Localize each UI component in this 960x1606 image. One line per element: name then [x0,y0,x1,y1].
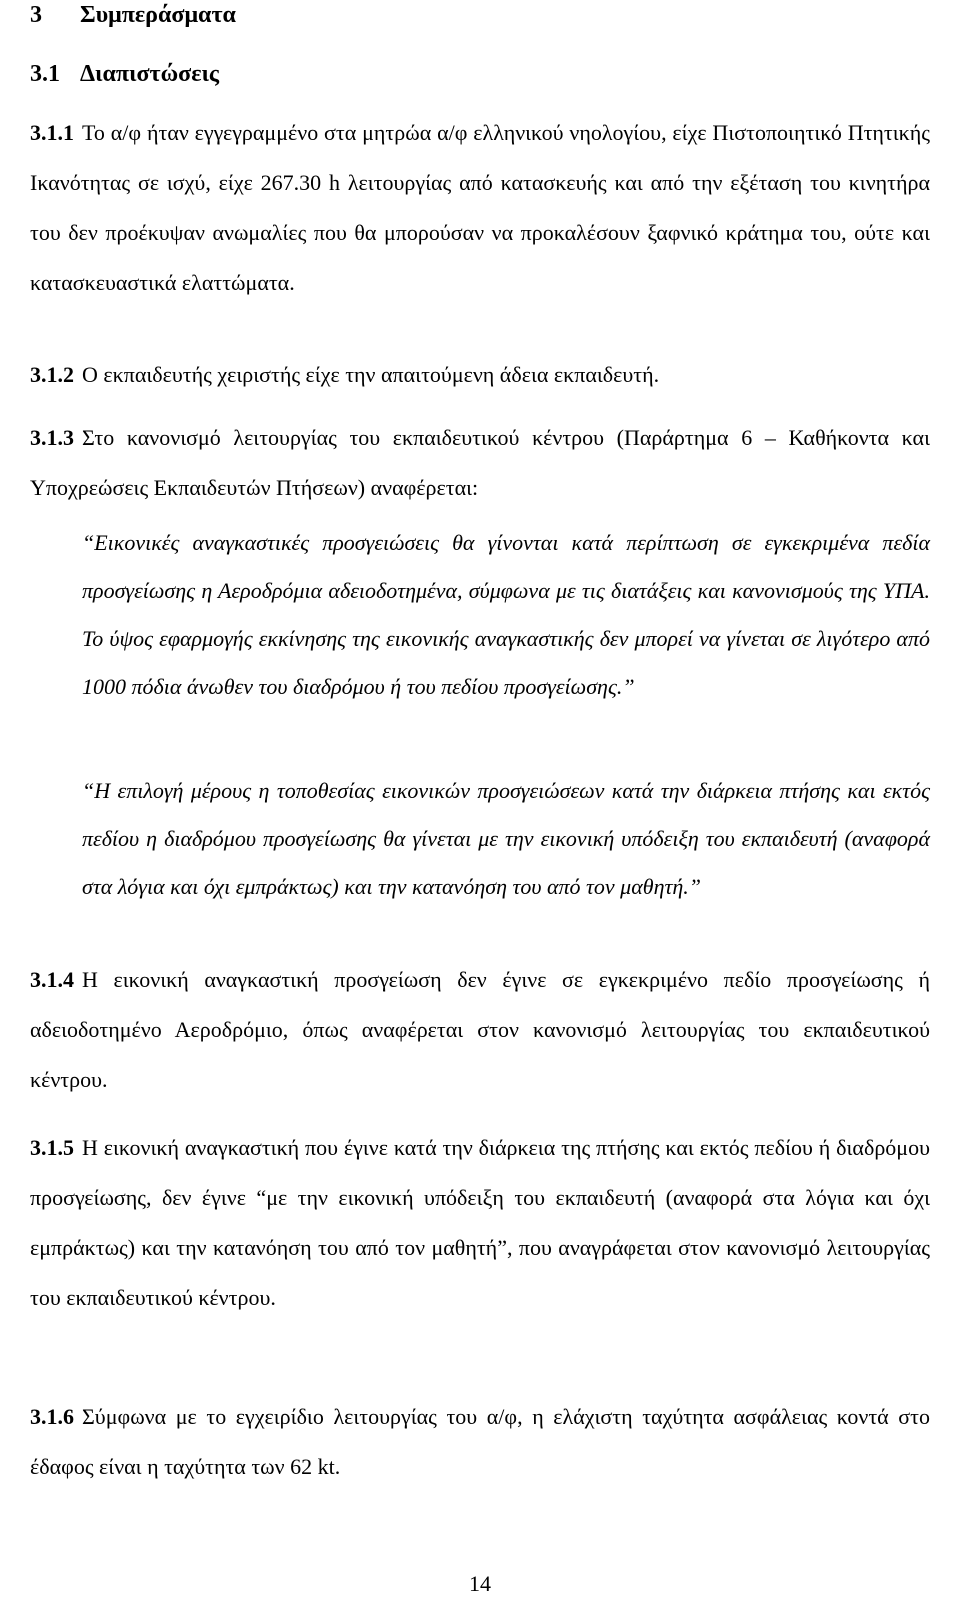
finding-text: Το α/φ ήταν εγγεγραμμένο στα μητρώα α/φ ελληνικού νηολογίου, είχε Πιστοποιητικό Πτητικής Ικανότητας σε ισχύ, είχε 267.30 h λειτουργίας από κατασκευής και από την εξέταση του κινητήρα του δεν προέκυψαν ανωμαλίες που θα μπορούσαν να προκαλέσουν ξαφνικό κράτημα του, ούτε και κατασκευαστικά ελαττώματα. [30,120,930,295]
finding-number: 3.1.2 [30,362,74,387]
finding-item [30,413,930,513]
finding-item [30,350,930,400]
subsection-title: Διαπιστώσεις [80,61,220,87]
subsection-number: 3.1 [30,61,60,87]
regulation-quote: “Η επιλογή μέρους η τοποθεσίας εικονικών προσγειώσεων κατά την διάρκεια πτήσης και εκτός πεδίου η διαδρόμου προσγείωσης θα γίνεται με την εικονική υπόδειξη του εκπαιδευτή (αναφορά στα λόγια και όχι εμπράκτως) και την κατανόηση του από τον μαθητή.” [82,778,930,899]
section-number: 3 [30,2,42,28]
section-heading [30,0,236,30]
section-title: Συμπεράσματα [80,2,236,28]
finding-text: Η εικονική αναγκαστική προσγείωση δεν έγινε σε εγκεκριμένο πεδίο προσγείωσης ή αδειοδοτημένο Αεροδρόμιο, όπως αναφέρεται στον κανονισμό λειτουργίας του εκπαιδευτικού κέντρου. [30,967,930,1092]
finding-number: 3.1.6 [30,1404,74,1429]
finding-item [30,1392,930,1492]
regulation-quote: “Εικονικές αναγκαστικές προσγειώσεις θα γίνονται κατά περίπτωση σε εγκεκριμένα πεδία προσγείωσης η Αεροδρόμια αδειοδοτημένα, σύμφωνα με τις διατάξεις και κανονισμούς της ΥΠΑ. Το ύψος εφαρμογής εκκίνησης της εικονικής αναγκαστικής δεν μπορεί να γίνεται σε λιγότερο από 1000 πόδια άνωθεν του διαδρόμου ή του πεδίου προσγείωσης.” [82,530,930,699]
subsection-heading [30,59,219,89]
finding-number: 3.1.5 [30,1135,74,1160]
finding-item [30,955,930,1105]
finding-number: 3.1.4 [30,967,74,992]
page-number: 14 [469,1571,491,1596]
finding-number: 3.1.3 [30,425,74,450]
finding-number: 3.1.1 [30,120,74,145]
finding-item [30,108,930,308]
finding-text: Σύμφωνα με το εγχειρίδιο λειτουργίας του α/φ, η ελάχιστη ταχύτητα ασφάλειας κοντά στο έδαφος είναι η ταχύτητα των 62 kt. [30,1404,930,1479]
finding-item [30,1123,930,1323]
finding-text: Η εικονική αναγκαστική που έγινε κατά την διάρκεια της πτήσης και εκτός πεδίου ή διαδρόμου προσγείωσης, δεν έγινε “με την εικονική υπόδειξη του εκπαιδευτή (αναφορά στα λόγια και όχι εμπράκτως) και την κατανόηση του από τον μαθητή”, που αναγράφεται στον κανονισμό λειτουργίας του εκπαιδευτικού κέντρου. [30,1135,930,1310]
finding-text: Ο εκπαιδευτής χειριστής είχε την απαιτούμενη άδεια εκπαιδευτή. [82,362,660,387]
finding-text: Στο κανονισμό λειτουργίας του εκπαιδευτικού κέντρου (Παράρτημα 6 – Καθήκοντα και Υποχρεώσεις Εκπαιδευτών Πτήσεων) αναφέρεται: [30,425,930,500]
